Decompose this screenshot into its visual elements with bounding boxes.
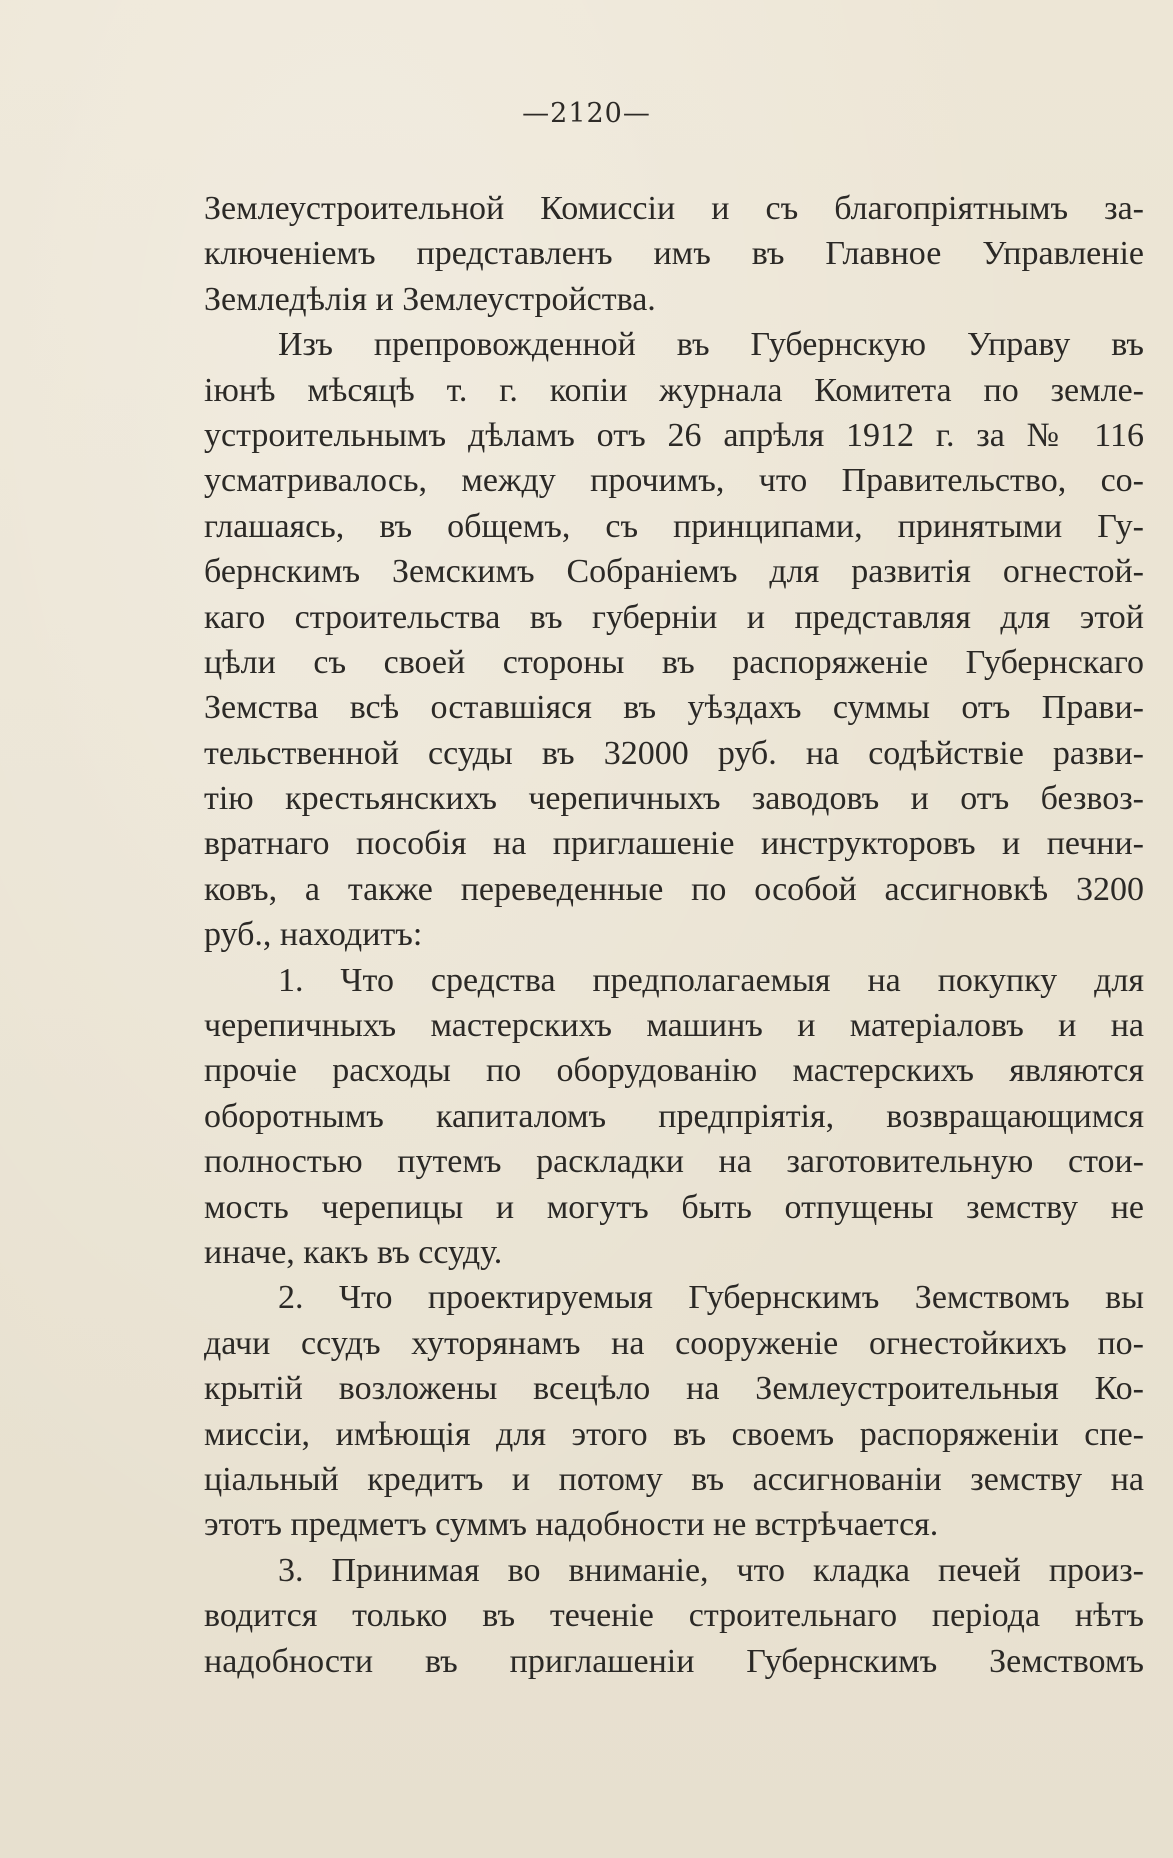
text-line: дачи ссудъ хуторянамъ на сооруженіе огнестойкихъ по-	[204, 1324, 1144, 1362]
page-number: —2120—	[522, 98, 651, 129]
text-line: крытій возложены всецѣло на Землеустроительныя Ко-	[204, 1370, 1144, 1408]
text-line: цѣли съ своей стороны въ распоряженіе Губернскаго	[204, 643, 1144, 681]
text-line: Земледѣлія и Землеустройства.	[204, 280, 656, 318]
body-text	[204, 186, 1144, 1684]
text-line: Изъ препровожденной въ Губернскую Управу въ	[278, 326, 1144, 364]
text-line: руб., находитъ:	[204, 916, 423, 954]
text-line: 1. Что средства предполагаемыя на покупку для	[278, 961, 1144, 999]
text-line: 3. Принимая во вниманіе, что кладка печей произ-	[278, 1551, 1144, 1589]
text-line: водится только въ теченіе строительнаго періода нѣтъ	[204, 1597, 1144, 1635]
text-line: ковъ, а также переведенные по особой ассигновкѣ 3200	[204, 870, 1144, 908]
text-line: мость черепицы и могутъ быть отпущены земству не	[204, 1188, 1144, 1226]
text-line: миссіи, имѣющія для этого въ своемъ распоряженіи спе-	[204, 1415, 1144, 1453]
text-line: ціальный кредитъ и потому въ ассигнованіи земству на	[204, 1460, 1144, 1498]
text-line: Землеустроительной Комиссіи и съ благопріятнымъ за-	[204, 190, 1144, 227]
text-line: каго строительства въ губерніи и представляя для этой	[204, 598, 1144, 636]
text-line: иначе, какъ въ ссуду.	[204, 1233, 503, 1271]
text-line: тію крестьянскихъ черепичныхъ заводовъ и отъ безвоз-	[204, 780, 1144, 818]
text-line: глашаясь, въ общемъ, съ принципами, принятыми Гу-	[204, 507, 1144, 545]
text-line: тельственной ссуды въ 32000 руб. на содѣйствіе разви-	[204, 734, 1144, 772]
text-line: черепичныхъ мастерскихъ машинъ и матеріаловъ и на	[204, 1007, 1144, 1045]
text-line: прочіе расходы по оборудованію мастерскихъ являются	[204, 1052, 1144, 1090]
text-line: бернскимъ Земскимъ Собраніемъ для развитія огнестой-	[204, 553, 1144, 591]
text-line: устроительнымъ дѣламъ отъ 26 апрѣля 1912 г. за № 116	[204, 416, 1144, 454]
text-line: усматривалось, между прочимъ, что Правительство, со-	[204, 462, 1144, 500]
text-line: этотъ предметъ суммъ надобности не встрѣчается.	[204, 1506, 939, 1544]
text-line: іюнѣ мѣсяцѣ т. г. копіи журнала Комитета по земле-	[204, 371, 1144, 409]
text-line: полностью путемъ раскладки на заготовительную стои-	[204, 1143, 1144, 1181]
text-line: Земства всѣ оставшіяся въ уѣздахъ суммы отъ Прави-	[204, 689, 1144, 727]
text-line: надобности въ приглашеніи Губернскимъ Земствомъ	[204, 1642, 1144, 1680]
text-line: вратнаго пособія на приглашеніе инструкторовъ и печни-	[204, 825, 1144, 863]
text-line: ключеніемъ представленъ имъ въ Главное Управленіе	[204, 235, 1144, 273]
text-line: 2. Что проектируемыя Губернскимъ Земствомъ вы	[278, 1279, 1144, 1317]
text-line: оборотнымъ капиталомъ предпріятія, возвращающимся	[204, 1097, 1144, 1135]
